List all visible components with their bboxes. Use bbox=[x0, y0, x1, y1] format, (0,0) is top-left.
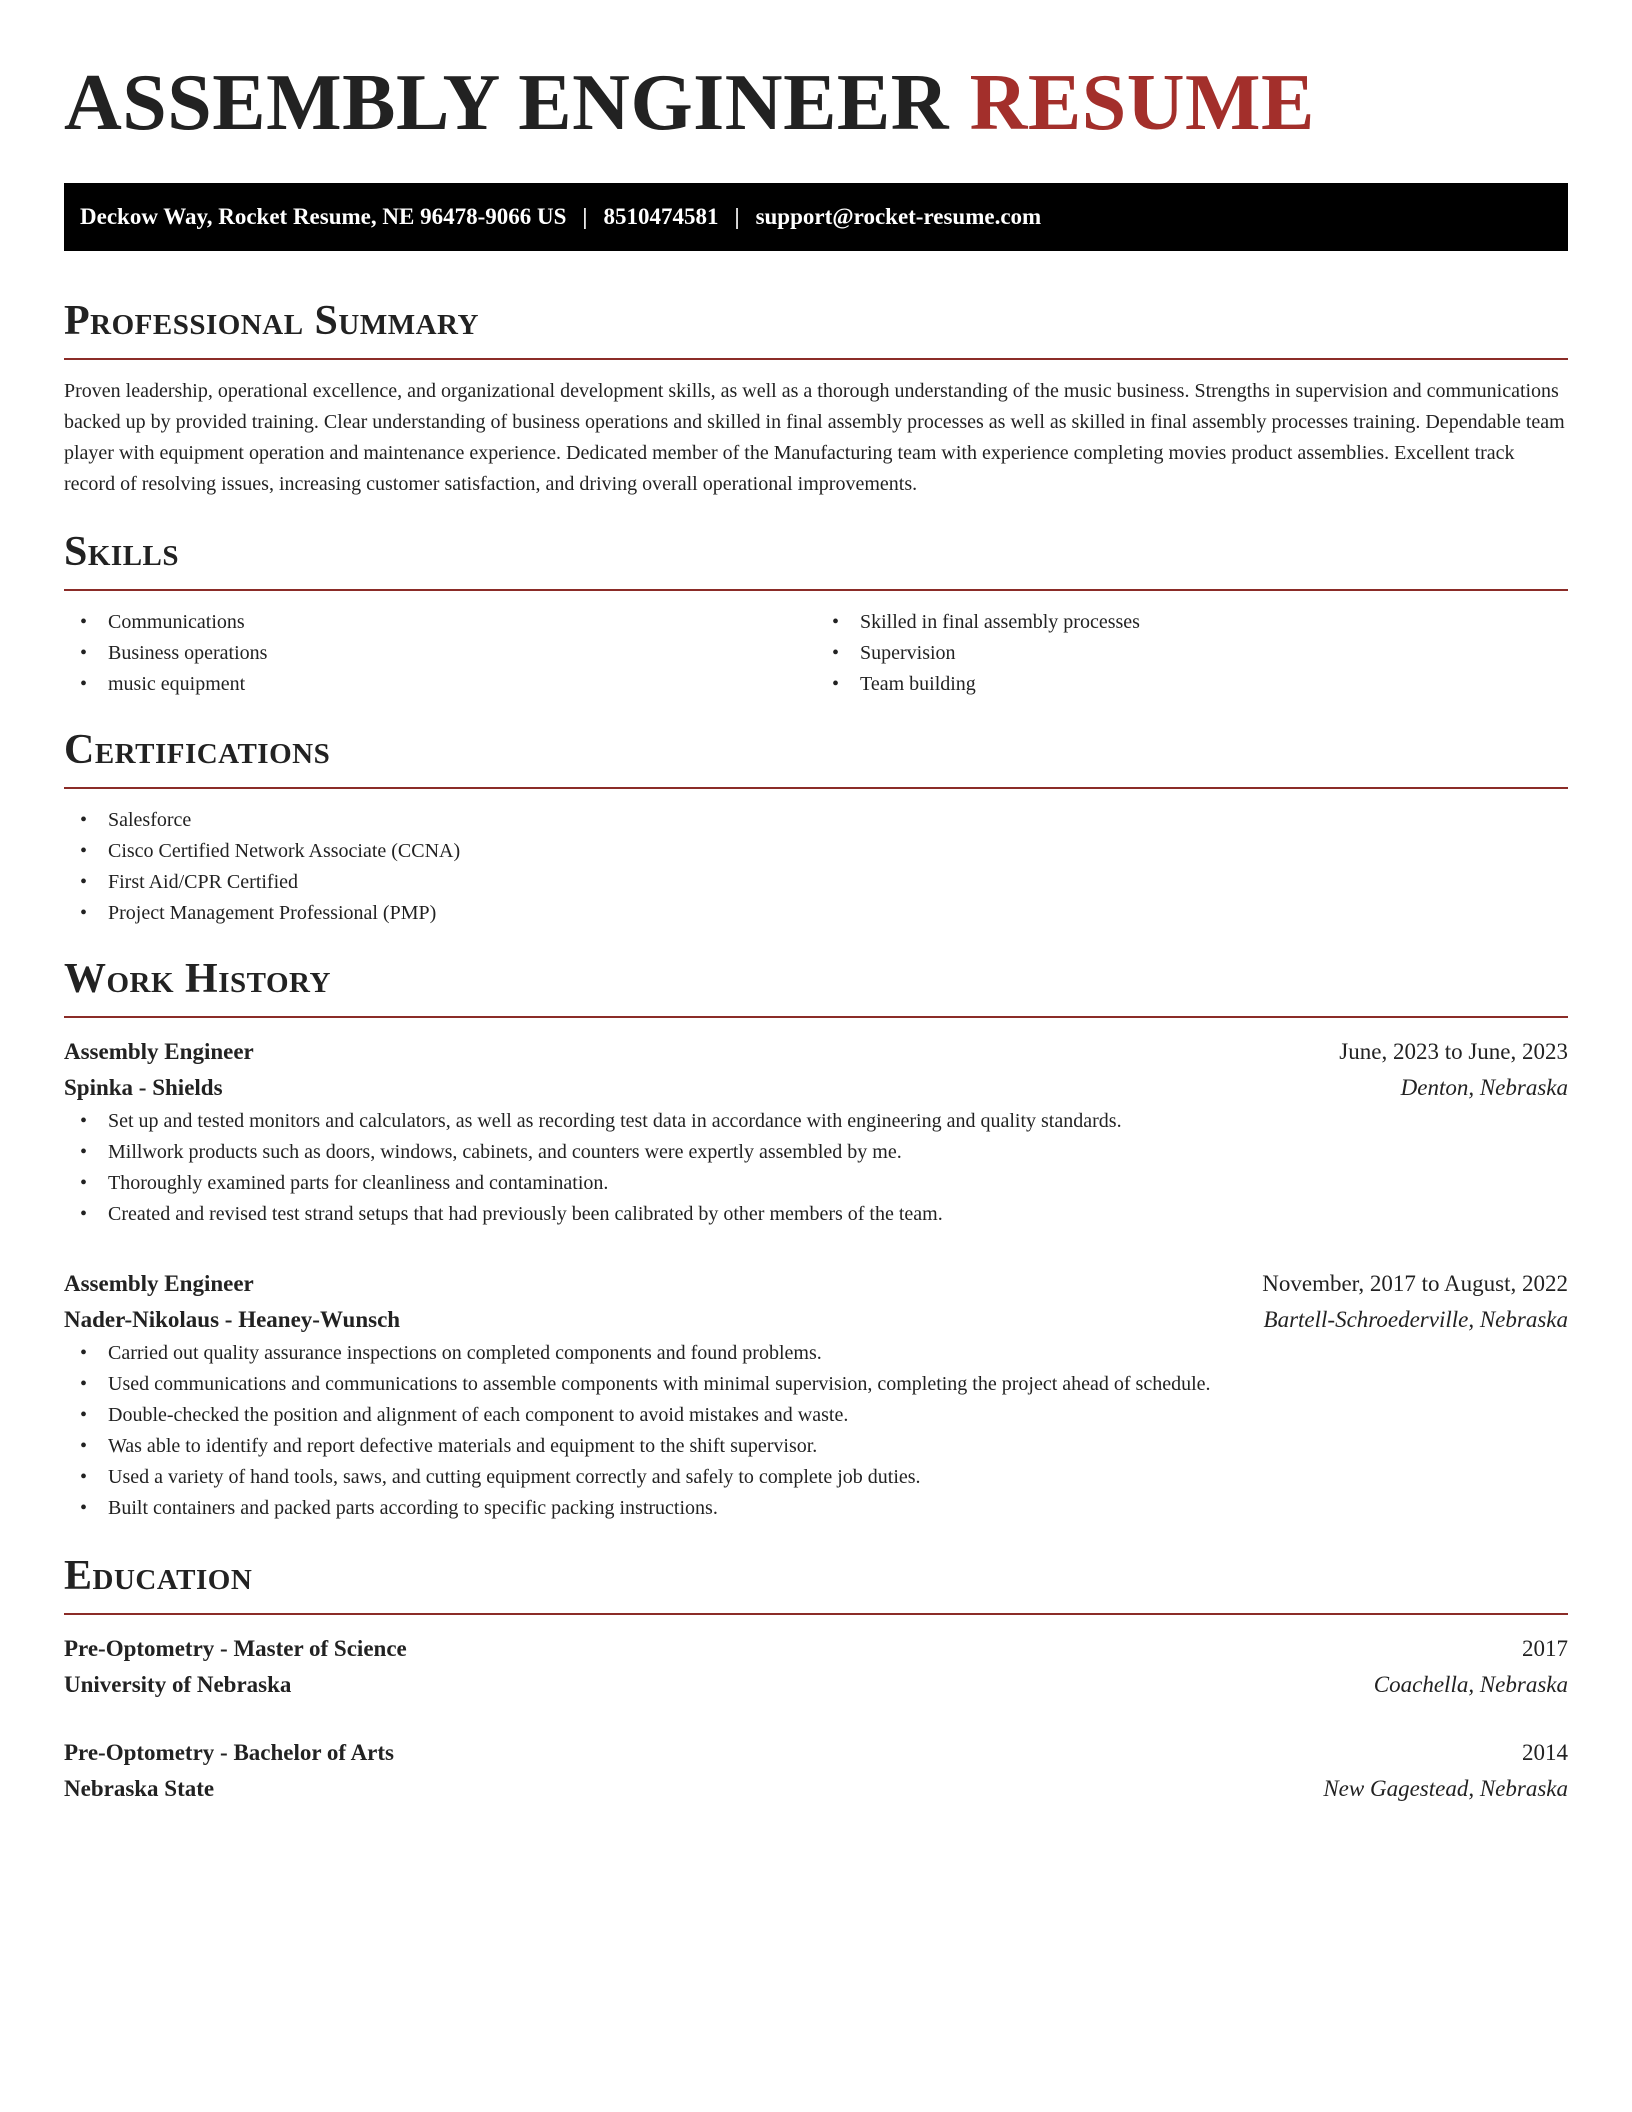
skills-grid bbox=[64, 607, 1568, 700]
list-item: • Was able to identify and report defective materials and equipment to the shift supervisor. bbox=[64, 1431, 1568, 1462]
job-entry bbox=[64, 1266, 1568, 1524]
education-school: University of Nebraska bbox=[64, 1672, 292, 1697]
summary-heading: Professional Summary bbox=[64, 298, 479, 344]
education-school-row bbox=[64, 1771, 1568, 1807]
section-divider bbox=[64, 1613, 1568, 1615]
list-item: • Cisco Certified Network Associate (CCNA) bbox=[64, 836, 1568, 867]
skills-section bbox=[64, 526, 1568, 700]
education-location: Coachella, Nebraska bbox=[1373, 1672, 1568, 1697]
list-item: • Set up and tested monitors and calculators, as well as recording test data in accordance with engineering and quality standards. bbox=[64, 1106, 1568, 1137]
education-heading: Education bbox=[64, 1553, 253, 1599]
education-degree-row bbox=[64, 1631, 1568, 1667]
list-item: • Thoroughly examined parts for cleanliness and contamination. bbox=[64, 1168, 1568, 1199]
education-year: 2017 bbox=[1522, 1636, 1568, 1661]
list-item: • music equipment bbox=[64, 669, 816, 700]
section-divider bbox=[64, 358, 1568, 360]
list-item: • First Aid/CPR Certified bbox=[64, 867, 1568, 898]
contact-phone: 8510474581 bbox=[603, 204, 719, 229]
section-divider bbox=[64, 589, 1568, 591]
job-title: Assembly Engineer bbox=[64, 1271, 254, 1296]
list-item: • Communications bbox=[64, 607, 816, 638]
list-item: • Supervision bbox=[816, 638, 1568, 669]
job-duties-list bbox=[64, 1106, 1568, 1230]
summary-section bbox=[64, 295, 1568, 500]
list-item: • Skilled in final assembly processes bbox=[816, 607, 1568, 638]
summary-text: Proven leadership, operational excellence, and organizational development skills, as well as a thorough understanding of the music business. Strengths in supervision and communications backed up by provided training. Clear understanding of business operations and skilled in final assembly processes as well as skilled in final assembly processes training. Dependable team player with equipment operation and maintenance experience. Dedicated member of the Manufacturing team with experience completing movies product assemblies. Excellent track record of resolving issues, increasing customer satisfaction, and driving overall operational improvements. bbox=[64, 380, 1565, 495]
job-dates: June, 2023 to June, 2023 bbox=[1339, 1039, 1568, 1064]
certifications-heading: Certifications bbox=[64, 727, 331, 773]
education-school: Nebraska State bbox=[64, 1776, 215, 1801]
education-entry bbox=[64, 1631, 1568, 1703]
contact-email: support@rocket-resume.com bbox=[755, 204, 1042, 229]
list-item: • Business operations bbox=[64, 638, 816, 669]
contact-address: Deckow Way, Rocket Resume, NE 96478-9066 US bbox=[80, 204, 567, 229]
job-company: Nader-Nikolaus - Heaney-Wunsch bbox=[64, 1307, 401, 1332]
job-title: Assembly Engineer bbox=[64, 1039, 254, 1064]
list-item: • Team building bbox=[816, 669, 1568, 700]
education-year: 2014 bbox=[1522, 1740, 1568, 1765]
contact-separator: | bbox=[582, 204, 588, 229]
certifications-list bbox=[64, 805, 1568, 929]
education-school-row bbox=[64, 1667, 1568, 1703]
contact-bar bbox=[64, 183, 1568, 251]
list-item: • Built containers and packed parts according to specific packing instructions. bbox=[64, 1493, 1568, 1524]
list-item: • Salesforce bbox=[64, 805, 1568, 836]
job-company-row bbox=[64, 1070, 1568, 1106]
list-item: • Double-checked the position and alignment of each component to avoid mistakes and waste. bbox=[64, 1400, 1568, 1431]
skills-list-right bbox=[816, 607, 1568, 700]
job-location: Bartell-Schroederville, Nebraska bbox=[1263, 1307, 1568, 1332]
section-divider bbox=[64, 1016, 1568, 1018]
skills-heading: Skills bbox=[64, 529, 180, 575]
certifications-section bbox=[64, 724, 1568, 929]
work-heading: Work History bbox=[64, 956, 331, 1002]
list-item: • Carried out quality assurance inspections on completed components and found problems. bbox=[64, 1338, 1568, 1369]
contact-separator: | bbox=[734, 204, 740, 229]
section-divider bbox=[64, 787, 1568, 789]
list-item: • Used communications and communications to assemble components with minimal supervision, completing the project ahead of schedule. bbox=[64, 1369, 1568, 1400]
title-accent: RESUME bbox=[969, 59, 1315, 147]
job-dates: November, 2017 to August, 2022 bbox=[1262, 1271, 1568, 1296]
job-entry bbox=[64, 1034, 1568, 1230]
job-company: Spinka - Shields bbox=[64, 1075, 223, 1100]
job-location: Denton, Nebraska bbox=[1400, 1075, 1568, 1100]
skills-column-left bbox=[64, 607, 816, 700]
list-item: • Project Management Professional (PMP) bbox=[64, 898, 1568, 929]
education-degree-row bbox=[64, 1735, 1568, 1771]
list-item: • Millwork products such as doors, windows, cabinets, and counters were expertly assembled by me. bbox=[64, 1137, 1568, 1168]
education-section bbox=[64, 1550, 1568, 1807]
page-title bbox=[64, 52, 1568, 154]
job-header-row bbox=[64, 1034, 1568, 1070]
education-degree: Pre-Optometry - Master of Science bbox=[64, 1636, 407, 1661]
title-main: ASSEMBLY ENGINEER bbox=[64, 59, 950, 147]
job-company-row bbox=[64, 1302, 1568, 1338]
education-entry bbox=[64, 1735, 1568, 1807]
education-degree: Pre-Optometry - Bachelor of Arts bbox=[64, 1740, 394, 1765]
skills-list-left bbox=[64, 607, 816, 700]
list-item: • Created and revised test strand setups that had previously been calibrated by other members of the team. bbox=[64, 1199, 1568, 1230]
skills-column-right bbox=[816, 607, 1568, 700]
job-duties-list bbox=[64, 1338, 1568, 1524]
list-item: • Used a variety of hand tools, saws, and cutting equipment correctly and safely to complete job duties. bbox=[64, 1462, 1568, 1493]
education-location: New Gagestead, Nebraska bbox=[1323, 1776, 1568, 1801]
job-header-row bbox=[64, 1266, 1568, 1302]
work-section bbox=[64, 953, 1568, 1524]
